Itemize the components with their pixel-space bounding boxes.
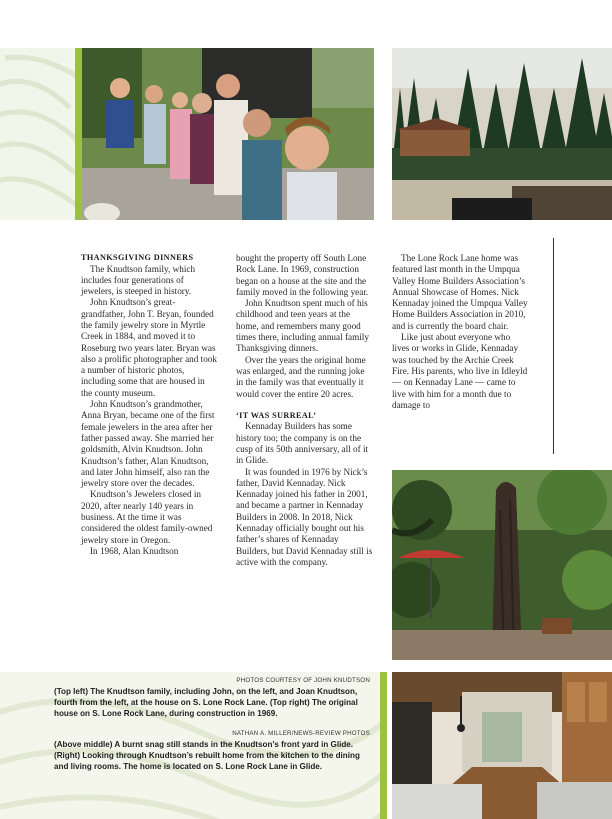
column-divider bbox=[553, 238, 554, 454]
paragraph: bought the property off South Lone Rock Lane. In 1969, construction began on a house at the site and the family moved in the following year. bbox=[236, 253, 369, 297]
article-column-1 bbox=[81, 253, 218, 557]
article-column-3 bbox=[392, 253, 529, 411]
photo-credit-news-review: NATHAN A. MILLER/NEWS-REVIEW PHOTOS bbox=[232, 730, 370, 737]
section-heading-surreal: ‘IT WAS SURREAL’ bbox=[236, 410, 317, 420]
paragraph: In 1968, Alan Knudtson bbox=[90, 545, 179, 556]
photo-credit-knudtson: PHOTOS COURTESY OF JOHN KNUDTSON bbox=[236, 677, 370, 684]
caption-middle-right-photos: (Above middle) A burnt snag still stands in the Knudtson’s front yard in Glide. (Right) Looking through Knudtson’s rebuilt home from the kitchen to the dining and living rooms. The home is located on S. Lone Rock Lane in Glide. bbox=[54, 740, 360, 772]
paragraph: Like just about everyone who lives or works in Glide, Kennaday was touched by the Archie Creek Fire. His parents, who live in Idleyld — on Kennaday Lane — came to live with him for a month due to damage to bbox=[392, 332, 528, 410]
photo-burnt-snag-yard bbox=[392, 470, 612, 660]
paragraph: John Knudtson’s grandmother, Anna Bryan, became one of the first female jewelers in the area after her father passed away. She married her goldsmith, Alvin Knudtson. John Knudtson’s father, Alan Knudtson, and later John himself, also ran the jewelry store over the decades. bbox=[81, 399, 215, 489]
paragraph: The Lone Rock Lane home was featured last month in the Umpqua Valley Home Builders Association’s Annual Showcase of Homes. Nick Kennaday joined the Umpqua Valley Home Builders Association in 2010, and is currently the board chair. bbox=[392, 253, 528, 331]
accent-bar-top bbox=[75, 48, 82, 220]
section-heading-thanksgiving: THANKSGIVING DINNERS bbox=[81, 253, 194, 262]
paragraph: It was founded in 1976 by Nick’s father, David Kennaday. Nick Kennaday joined his father in 2001, and became a partner in Kennaday Builders in 2008. In 2018, Nick Kennaday officially bought out his father’s shares of Kennaday Builders, but David Kennaday still is active with the company. bbox=[236, 466, 373, 567]
leaf-pattern-top-left bbox=[0, 48, 82, 220]
paragraph: John Knudtson’s great-grandfather, John T. Bryan, founded the family jewelry store in Myrtle Creek in 1884, and moved it to Roseburg two years later. Bryan was also a prolific photographer and took a number of historic photos, including some that are housed in the county museum. bbox=[81, 297, 217, 398]
photo-family-group bbox=[82, 48, 374, 220]
paragraph: Kennaday Builders has some history too; the company is on the cusp of its 50th anniversary, all of it in Glide. bbox=[236, 421, 369, 466]
paragraph: Over the years the original home was enlarged, and the running joke in the family was that eventually it would cover the entire 20 acres. bbox=[236, 354, 366, 399]
paragraph: The Knudtson family, which includes four generations of jewelers, is steeped in history. bbox=[81, 263, 196, 297]
accent-bar-bottom bbox=[380, 672, 387, 819]
article-column-2 bbox=[236, 253, 373, 568]
paragraph: John Knudtson spent much of his childhood and teen years at the home, and remembers many good times there, including annual family Thanksgiving dinners. bbox=[236, 298, 369, 354]
photo-kitchen-interior bbox=[392, 672, 612, 819]
caption-top-photos: (Top left) The Knudtson family, including John, on the left, and Joan Knudtson, fourth from the left, at the house on S. Lone Rock Lane. (Top right) The original house on S. Lone Rock Lane, during construction in 1969. bbox=[54, 687, 358, 719]
photo-original-house-1969 bbox=[392, 48, 612, 220]
paragraph: Knudtson’s Jewelers closed in 2020, after nearly 140 years in business. At the time it was considered the oldest family-owned jewelry store in Oregon. bbox=[81, 489, 213, 545]
